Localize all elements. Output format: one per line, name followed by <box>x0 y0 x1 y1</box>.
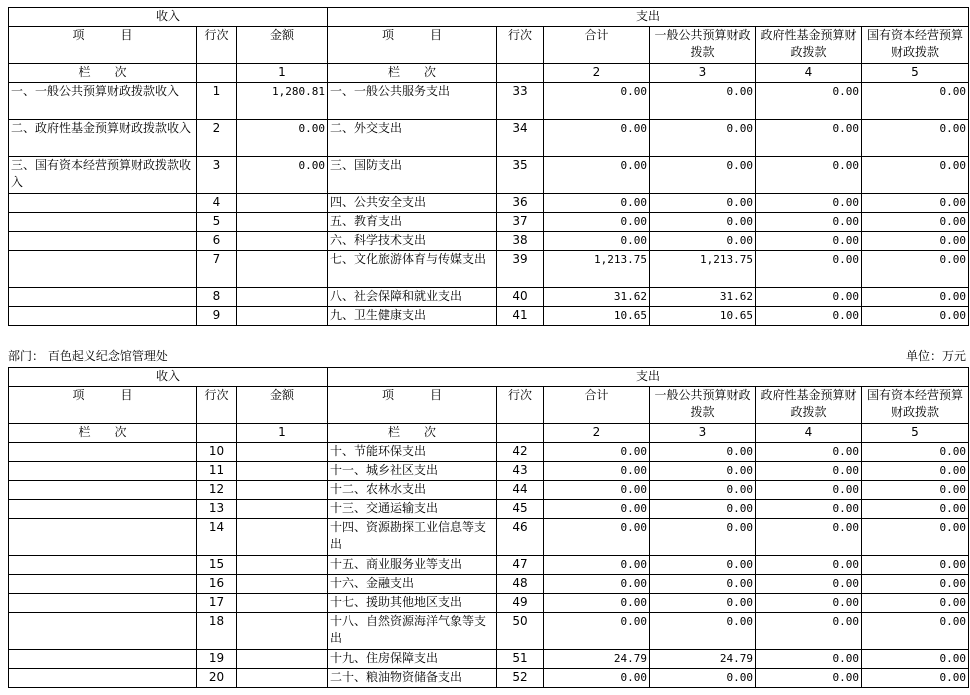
col-2: 2 <box>544 64 650 83</box>
state-header: 国有资本经营预算财政拨款 <box>862 27 969 64</box>
income-amount <box>237 613 328 650</box>
state-value: 0.00 <box>862 575 969 594</box>
general-value: 0.00 <box>650 575 756 594</box>
income-item: 一、一般公共预算财政拨款收入 <box>9 83 197 120</box>
fund-value: 0.00 <box>756 462 862 481</box>
table-row <box>9 307 969 326</box>
income-row-no: 4 <box>197 194 237 213</box>
total-value: 0.00 <box>544 120 650 157</box>
total-header: 合计 <box>544 387 650 424</box>
income-item <box>9 194 197 213</box>
income-row-no: 7 <box>197 251 237 288</box>
fund-value: 0.00 <box>756 519 862 556</box>
income-item <box>9 500 197 519</box>
state-value: 0.00 <box>862 307 969 326</box>
general-value: 0.00 <box>650 194 756 213</box>
income-row-no: 16 <box>197 575 237 594</box>
table-row <box>9 83 969 120</box>
expense-item-header: 项 目 <box>328 387 497 424</box>
table-row <box>9 500 969 519</box>
income-row-no-header: 行次 <box>197 27 237 64</box>
expense-item: 十九、住房保障支出 <box>328 650 497 669</box>
income-item <box>9 307 197 326</box>
income-amount <box>237 194 328 213</box>
expense-row-no: 36 <box>497 194 544 213</box>
total-value: 0.00 <box>544 669 650 688</box>
fund-value: 0.00 <box>756 194 862 213</box>
col-4: 4 <box>756 424 862 443</box>
state-value: 0.00 <box>862 481 969 500</box>
income-amount <box>237 575 328 594</box>
income-row-no: 3 <box>197 157 237 194</box>
income-item <box>9 251 197 288</box>
col-2: 2 <box>544 424 650 443</box>
exp-col-label: 栏 次 <box>328 64 497 83</box>
fund-value: 0.00 <box>756 575 862 594</box>
expense-row-no-header: 行次 <box>497 387 544 424</box>
expense-item-header: 项 目 <box>328 27 497 64</box>
fund-value: 0.00 <box>756 83 862 120</box>
expense-item: 七、文化旅游体育与传媒支出 <box>328 251 497 288</box>
income-item-header: 项 目 <box>9 387 197 424</box>
table-row <box>9 443 969 462</box>
state-value: 0.00 <box>862 232 969 251</box>
table-row <box>9 213 969 232</box>
col-blank <box>197 424 237 443</box>
table-row <box>9 120 969 157</box>
general-value: 0.00 <box>650 157 756 194</box>
income-item <box>9 519 197 556</box>
income-amount-header: 金额 <box>237 387 328 424</box>
general-value: 31.62 <box>650 288 756 307</box>
total-value: 31.62 <box>544 288 650 307</box>
state-value: 0.00 <box>862 251 969 288</box>
col-3: 3 <box>650 64 756 83</box>
expense-item: 十五、商业服务业等支出 <box>328 556 497 575</box>
expense-header: 支出 <box>328 368 969 387</box>
exp-col-blank <box>497 64 544 83</box>
general-value: 0.00 <box>650 519 756 556</box>
unit-label: 单位：万元 <box>905 349 966 363</box>
income-amount: 0.00 <box>237 157 328 194</box>
general-value: 0.00 <box>650 500 756 519</box>
general-value: 0.00 <box>650 462 756 481</box>
department-label: 部门： 百色起义纪念馆管理处 <box>8 349 168 363</box>
expense-item: 九、卫生健康支出 <box>328 307 497 326</box>
total-value: 0.00 <box>544 462 650 481</box>
state-value: 0.00 <box>862 83 969 120</box>
table-row <box>9 556 969 575</box>
expense-row-no: 40 <box>497 288 544 307</box>
fund-value: 0.00 <box>756 481 862 500</box>
general-value: 1,213.75 <box>650 251 756 288</box>
expense-row-no: 33 <box>497 83 544 120</box>
table-row <box>9 232 969 251</box>
general-value: 0.00 <box>650 213 756 232</box>
income-amount <box>237 462 328 481</box>
income-amount <box>237 650 328 669</box>
expense-item: 一、一般公共服务支出 <box>328 83 497 120</box>
total-value: 0.00 <box>544 481 650 500</box>
state-value: 0.00 <box>862 650 969 669</box>
state-value: 0.00 <box>862 194 969 213</box>
state-value: 0.00 <box>862 213 969 232</box>
income-item <box>9 669 197 688</box>
income-row-no: 10 <box>197 443 237 462</box>
income-header: 收入 <box>9 368 328 387</box>
expense-row-no: 37 <box>497 213 544 232</box>
fund-value: 0.00 <box>756 556 862 575</box>
general-value: 0.00 <box>650 232 756 251</box>
general-value: 0.00 <box>650 481 756 500</box>
expense-row-no: 49 <box>497 594 544 613</box>
income-amount <box>237 232 328 251</box>
income-row-no: 11 <box>197 462 237 481</box>
general-value: 0.00 <box>650 669 756 688</box>
fund-value: 0.00 <box>756 307 862 326</box>
expense-row-no: 43 <box>497 462 544 481</box>
total-value: 0.00 <box>544 594 650 613</box>
total-value: 0.00 <box>544 157 650 194</box>
state-value: 0.00 <box>862 594 969 613</box>
fund-header: 政府性基金预算财政拨款 <box>756 387 862 424</box>
income-amount: 1,280.81 <box>237 83 328 120</box>
fund-value: 0.00 <box>756 288 862 307</box>
total-value: 0.00 <box>544 83 650 120</box>
general-value: 24.79 <box>650 650 756 669</box>
state-value: 0.00 <box>862 669 969 688</box>
income-item <box>9 556 197 575</box>
expense-item: 五、教育支出 <box>328 213 497 232</box>
total-value: 0.00 <box>544 213 650 232</box>
income-amount <box>237 251 328 288</box>
expense-row-no: 51 <box>497 650 544 669</box>
general-value: 0.00 <box>650 443 756 462</box>
total-value: 0.00 <box>544 443 650 462</box>
income-row-no: 9 <box>197 307 237 326</box>
expense-row-no: 52 <box>497 669 544 688</box>
income-amount <box>237 556 328 575</box>
income-row-no: 15 <box>197 556 237 575</box>
income-row-no: 18 <box>197 613 237 650</box>
expense-item: 十八、自然资源海洋气象等支出 <box>328 613 497 650</box>
table-row <box>9 251 969 288</box>
table-row <box>9 288 969 307</box>
income-item-header: 项 目 <box>9 27 197 64</box>
table-row <box>9 594 969 613</box>
state-value: 0.00 <box>862 288 969 307</box>
income-row-no: 2 <box>197 120 237 157</box>
table-row <box>9 613 969 650</box>
income-item <box>9 213 197 232</box>
state-value: 0.00 <box>862 157 969 194</box>
income-item <box>9 462 197 481</box>
state-value: 0.00 <box>862 120 969 157</box>
income-item: 二、政府性基金预算财政拨款收入 <box>9 120 197 157</box>
general-header: 一般公共预算财政拨款 <box>650 387 756 424</box>
state-header: 国有资本经营预算财政拨款 <box>862 387 969 424</box>
expense-item: 十三、交通运输支出 <box>328 500 497 519</box>
expense-item: 十、节能环保支出 <box>328 443 497 462</box>
exp-col-label: 栏 次 <box>328 424 497 443</box>
table-row <box>9 669 969 688</box>
total-value: 0.00 <box>544 194 650 213</box>
total-value: 0.00 <box>544 519 650 556</box>
income-item <box>9 594 197 613</box>
budget-table-2 <box>8 367 969 688</box>
fund-header: 政府性基金预算财政拨款 <box>756 27 862 64</box>
expense-row-no-header: 行次 <box>497 27 544 64</box>
income-amount-header: 金额 <box>237 27 328 64</box>
expense-item: 十六、金融支出 <box>328 575 497 594</box>
expense-item: 十一、城乡社区支出 <box>328 462 497 481</box>
income-item <box>9 613 197 650</box>
col-4: 4 <box>756 64 862 83</box>
table-row <box>9 519 969 556</box>
fund-value: 0.00 <box>756 213 862 232</box>
general-value: 0.00 <box>650 556 756 575</box>
state-value: 0.00 <box>862 462 969 481</box>
income-row-no-header: 行次 <box>197 387 237 424</box>
general-value: 0.00 <box>650 83 756 120</box>
expense-row-no: 39 <box>497 251 544 288</box>
state-value: 0.00 <box>862 613 969 650</box>
total-value: 0.00 <box>544 232 650 251</box>
expense-item: 十二、农林水支出 <box>328 481 497 500</box>
total-value: 10.65 <box>544 307 650 326</box>
income-amount <box>237 443 328 462</box>
income-amount <box>237 519 328 556</box>
income-row-no: 17 <box>197 594 237 613</box>
fund-value: 0.00 <box>756 157 862 194</box>
col-1: 1 <box>237 64 328 83</box>
expense-item: 六、科学技术支出 <box>328 232 497 251</box>
fund-value: 0.00 <box>756 120 862 157</box>
expense-item: 三、国防支出 <box>328 157 497 194</box>
income-item: 三、国有资本经营预算财政拨款收入 <box>9 157 197 194</box>
general-value: 0.00 <box>650 120 756 157</box>
col-1: 1 <box>237 424 328 443</box>
state-value: 0.00 <box>862 500 969 519</box>
total-value: 0.00 <box>544 613 650 650</box>
income-amount <box>237 594 328 613</box>
expense-row-no: 50 <box>497 613 544 650</box>
income-row-no: 6 <box>197 232 237 251</box>
income-header: 收入 <box>9 8 328 27</box>
fund-value: 0.00 <box>756 232 862 251</box>
income-row-no: 8 <box>197 288 237 307</box>
expense-row-no: 42 <box>497 443 544 462</box>
income-amount <box>237 288 328 307</box>
total-value: 0.00 <box>544 500 650 519</box>
income-row-no: 20 <box>197 669 237 688</box>
fund-value: 0.00 <box>756 613 862 650</box>
income-row-no: 14 <box>197 519 237 556</box>
col-3: 3 <box>650 424 756 443</box>
expense-item: 四、公共安全支出 <box>328 194 497 213</box>
budget-table-1 <box>8 7 969 326</box>
col-label: 栏 次 <box>9 64 197 83</box>
expense-header: 支出 <box>328 8 969 27</box>
income-item <box>9 232 197 251</box>
exp-col-blank <box>497 424 544 443</box>
income-row-no: 19 <box>197 650 237 669</box>
income-row-no: 5 <box>197 213 237 232</box>
income-row-no: 13 <box>197 500 237 519</box>
income-item <box>9 650 197 669</box>
expense-item: 二十、粮油物资储备支出 <box>328 669 497 688</box>
col-5: 5 <box>862 64 969 83</box>
table-row <box>9 194 969 213</box>
income-item <box>9 443 197 462</box>
expense-row-no: 44 <box>497 481 544 500</box>
total-value: 1,213.75 <box>544 251 650 288</box>
income-amount <box>237 500 328 519</box>
income-item <box>9 481 197 500</box>
general-value: 0.00 <box>650 613 756 650</box>
total-value: 24.79 <box>544 650 650 669</box>
income-amount <box>237 307 328 326</box>
table-row <box>9 462 969 481</box>
expense-row-no: 35 <box>497 157 544 194</box>
total-value: 0.00 <box>544 556 650 575</box>
total-header: 合计 <box>544 27 650 64</box>
table-row <box>9 575 969 594</box>
col-blank <box>197 64 237 83</box>
income-item <box>9 575 197 594</box>
expense-row-no: 45 <box>497 500 544 519</box>
income-item <box>9 288 197 307</box>
income-amount <box>237 213 328 232</box>
income-amount: 0.00 <box>237 120 328 157</box>
fund-value: 0.00 <box>756 594 862 613</box>
fund-value: 0.00 <box>756 669 862 688</box>
expense-item: 十七、援助其他地区支出 <box>328 594 497 613</box>
fund-value: 0.00 <box>756 650 862 669</box>
general-value: 0.00 <box>650 594 756 613</box>
expense-item: 八、社会保障和就业支出 <box>328 288 497 307</box>
col-5: 5 <box>862 424 969 443</box>
fund-value: 0.00 <box>756 500 862 519</box>
state-value: 0.00 <box>862 519 969 556</box>
expense-row-no: 34 <box>497 120 544 157</box>
state-value: 0.00 <box>862 556 969 575</box>
expense-row-no: 38 <box>497 232 544 251</box>
income-row-no: 1 <box>197 83 237 120</box>
table-row <box>9 650 969 669</box>
expense-item: 二、外交支出 <box>328 120 497 157</box>
col-label: 栏 次 <box>9 424 197 443</box>
expense-row-no: 46 <box>497 519 544 556</box>
expense-row-no: 47 <box>497 556 544 575</box>
expense-row-no: 41 <box>497 307 544 326</box>
fund-value: 0.00 <box>756 251 862 288</box>
income-amount <box>237 669 328 688</box>
general-header: 一般公共预算财政拨款 <box>650 27 756 64</box>
income-amount <box>237 481 328 500</box>
general-value: 10.65 <box>650 307 756 326</box>
income-row-no: 12 <box>197 481 237 500</box>
table-row <box>9 481 969 500</box>
expense-item: 十四、资源勘探工业信息等支出 <box>328 519 497 556</box>
expense-row-no: 48 <box>497 575 544 594</box>
table-row <box>9 157 969 194</box>
state-value: 0.00 <box>862 443 969 462</box>
fund-value: 0.00 <box>756 443 862 462</box>
total-value: 0.00 <box>544 575 650 594</box>
